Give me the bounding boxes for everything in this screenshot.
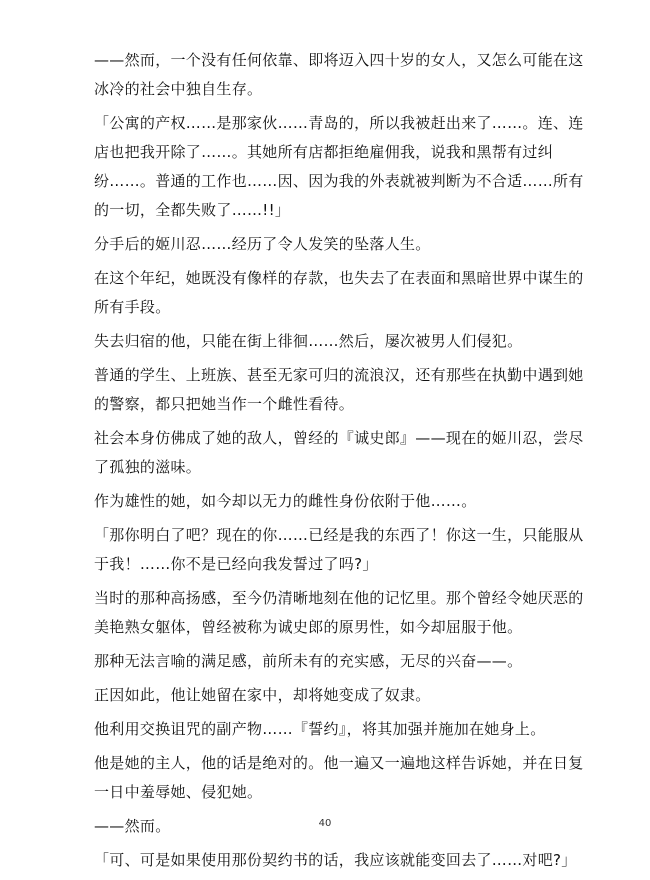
paragraph: ——然而。 <box>94 817 171 835</box>
page-number: 40 <box>318 818 332 829</box>
body-text <box>94 46 594 880</box>
paragraph: 他利用交换诅咒的副产物……『誓约』，将其加强并施加在她身上。 <box>94 720 546 738</box>
paragraph: 分手后的姬川忍……经历了令人发笑的坠落人生。 <box>94 235 431 253</box>
paragraph: 「可、可是如果使用那份契约书的话，我应该就能变回去了……对吧?」 <box>94 851 577 869</box>
paragraph: ——然而，一个没有任何依靠、即将迈入四十岁的女人，又怎么可能在这冰冷的社会中独自生存。 <box>94 51 584 98</box>
paragraph: 当时的那种高扬感，至今仍清晰地刻在他的记忆里。那个曾经令她厌恶的美艳熟女躯体，曾经被称为诚史郎的原男性，如今却屈服于他。 <box>94 589 584 636</box>
paragraph: 他是她的主人，他的话是绝对的。他一遍又一遍地这样告诉她，并在日复一日中羞辱她、侵犯她。 <box>94 754 584 801</box>
paragraph: 作为雄性的她，如今却以无力的雌性身份依附于他……。 <box>94 492 477 510</box>
paragraph: 在这个年纪，她既没有像样的存款，也失去了在表面和黑暗世界中谋生的所有手段。 <box>94 269 584 316</box>
paragraph: 「公寓的产权……是那家伙……青岛的，所以我被赶出来了……。连、连店也把我开除了……。其她所有店都拒绝雇佣我，说我和黑帮有过纠纷……。普通的工作也……因、因为我的外表就被判断为不合适……所有的一切，全都失败了……!!」 <box>94 114 584 219</box>
paragraph: 「那你明白了吧？现在的你……已经是我的东西了！你这一生，只能服从于我！……你不是已经向我发誓过了吗?」 <box>94 526 584 573</box>
paragraph: 那种无法言喻的满足感，前所未有的充实感，无尽的兴奋——。 <box>94 652 523 670</box>
paragraph: 失去归宿的他，只能在街上徘徊……然后，屡次被男人们侵犯。 <box>94 332 523 350</box>
paragraph: 社会本身仿佛成了她的敌人，曾经的『诚史郎』——现在的姬川忍，尝尽了孤独的滋味。 <box>94 429 584 476</box>
paragraph: 正因如此，他让她留在家中，却将她变成了奴隶。 <box>94 686 431 704</box>
paragraph: 普通的学生、上班族、甚至无家可归的流浪汉，还有那些在执勤中遇到她的警察，都只把她当作一个雌性看待。 <box>94 366 584 413</box>
